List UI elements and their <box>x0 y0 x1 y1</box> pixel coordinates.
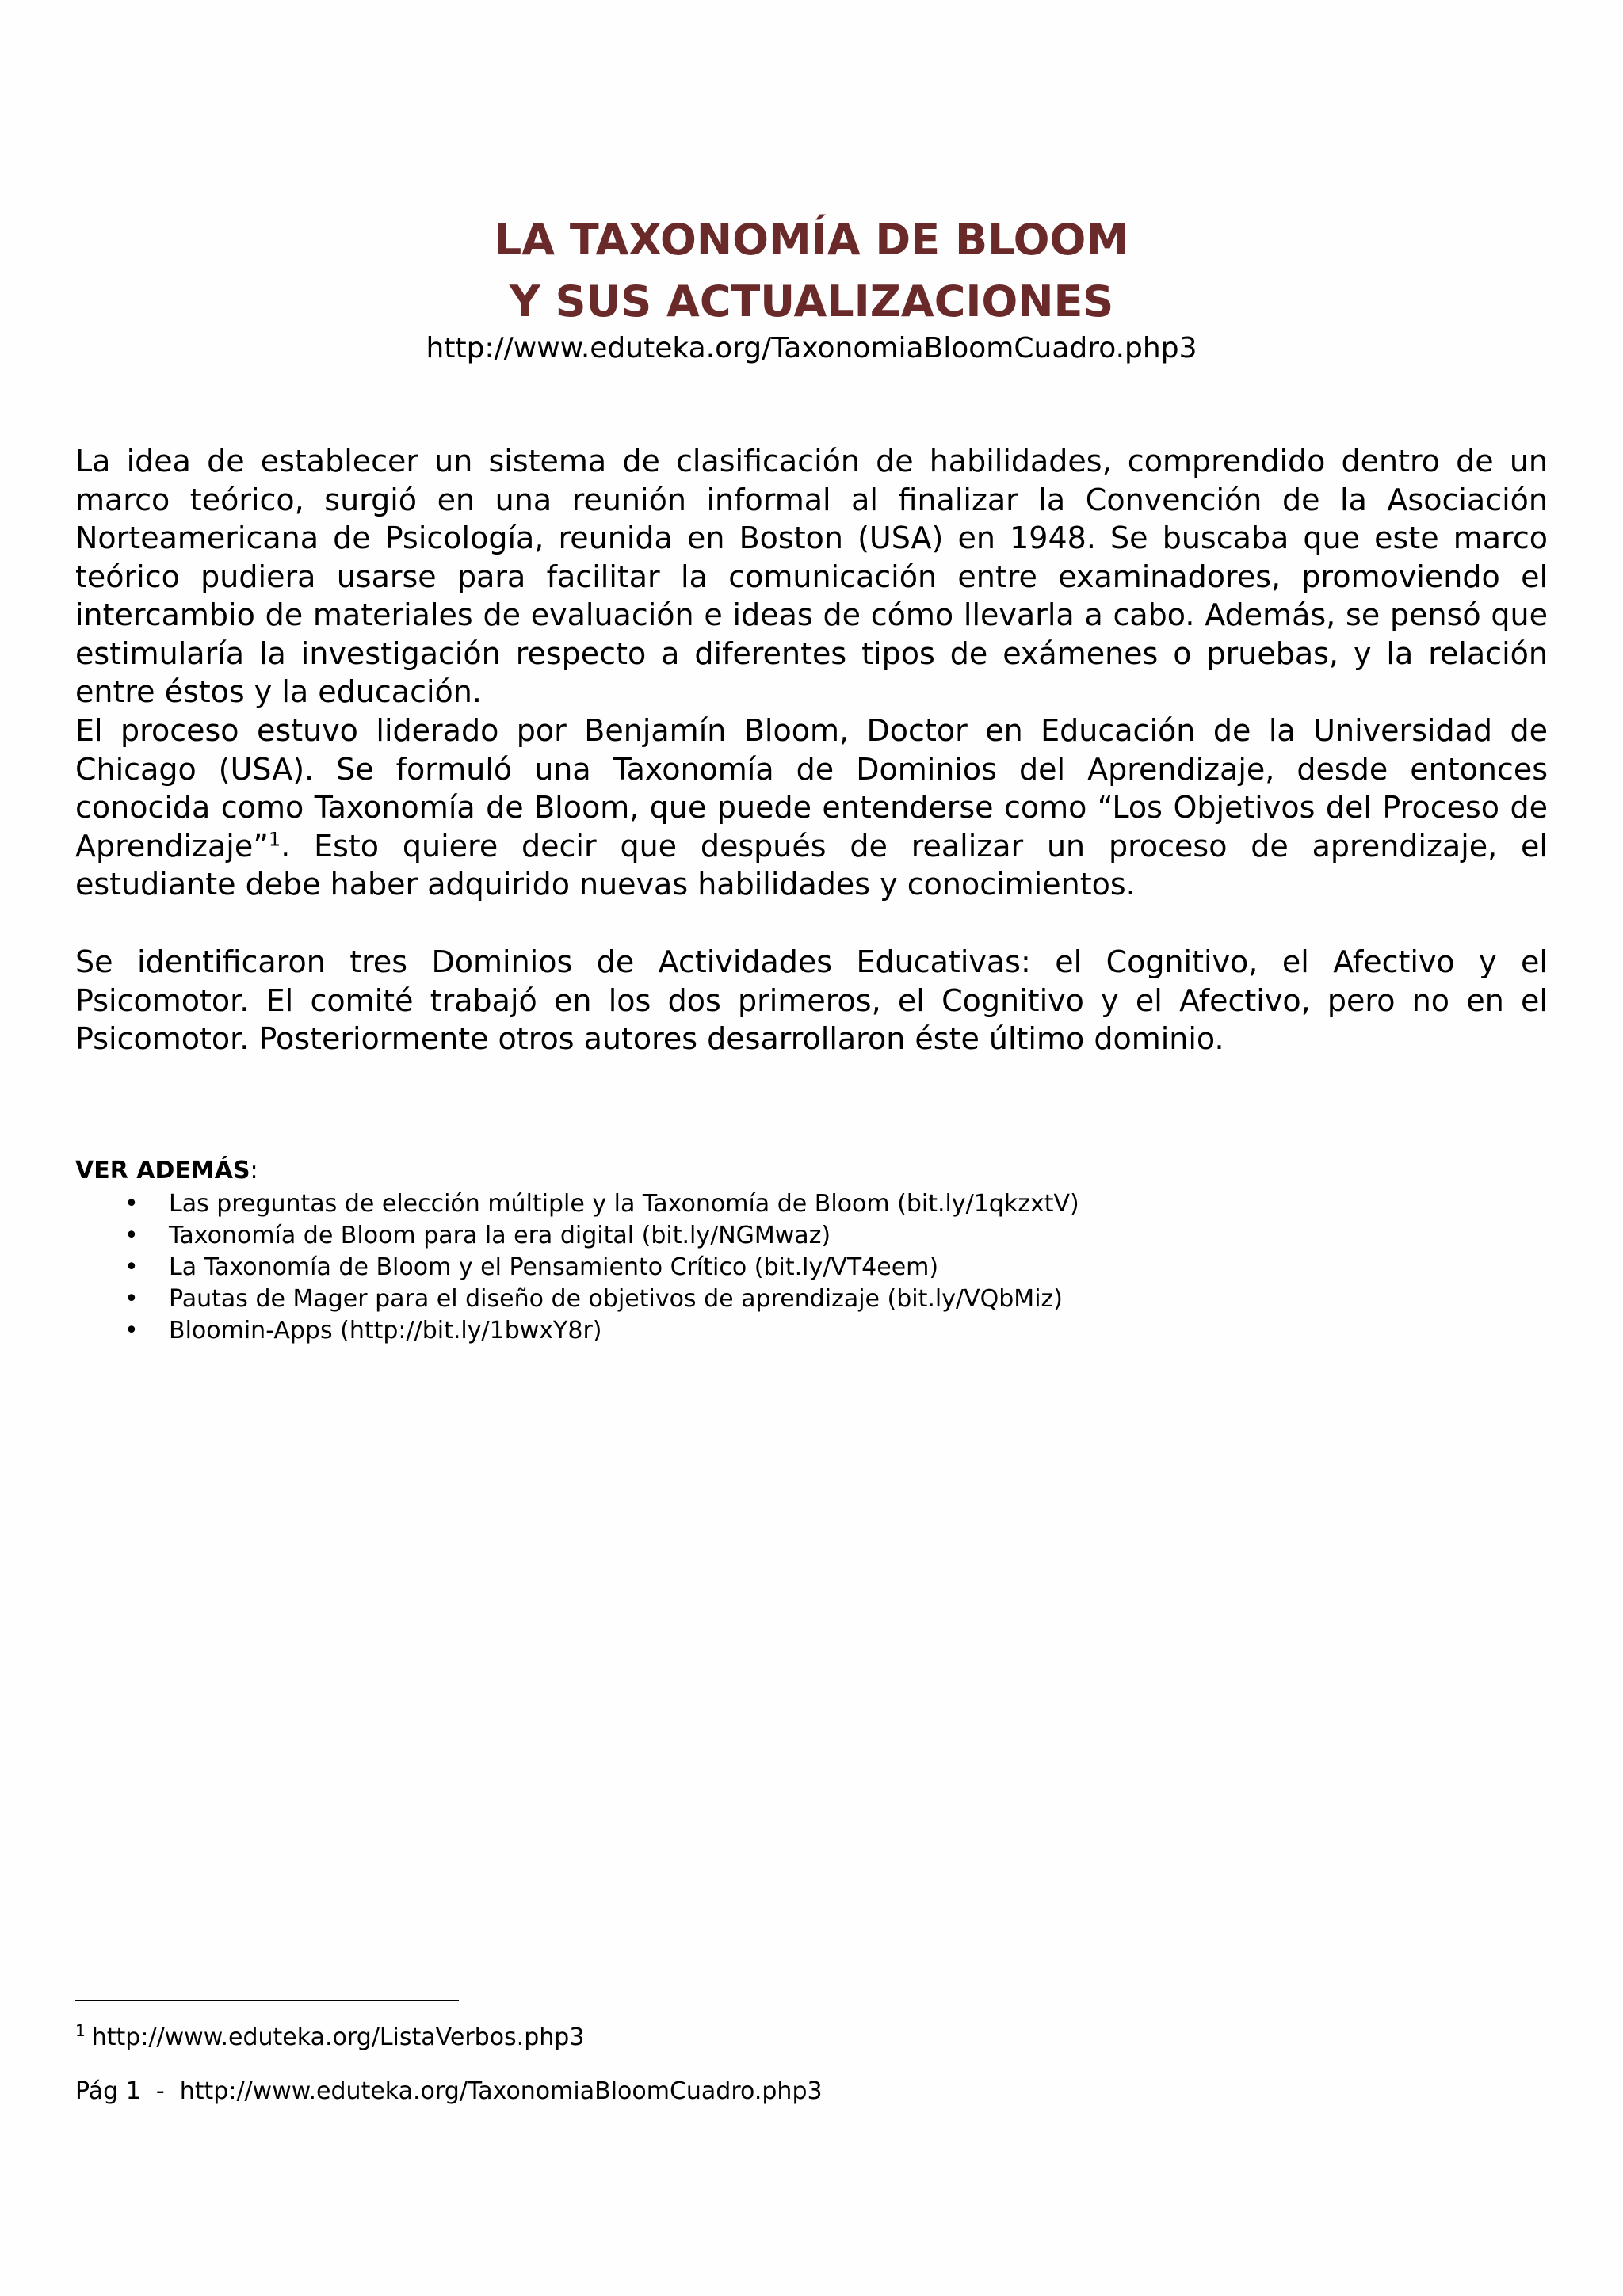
document-title-line-1: LA TAXONOMÍA DE BLOOM <box>494 215 1129 265</box>
source-url-link[interactable]: http://www.eduteka.org/TaxonomiaBloomCuadro.php3 <box>426 332 1197 364</box>
see-also-list <box>75 1188 1079 1347</box>
page-footer: Pág 1 - http://www.eduteka.org/TaxonomiaBloomCuadro.php3 <box>75 2077 823 2105</box>
bullet-icon: • <box>124 1190 139 1218</box>
bullet-icon: • <box>124 1253 139 1281</box>
paragraph-bloom <box>75 711 1548 904</box>
bullet-icon: • <box>124 1317 139 1344</box>
bullet-icon: • <box>124 1222 139 1249</box>
document-title-line-2: Y SUS ACTUALIZACIONES <box>509 277 1114 326</box>
list-item[interactable] <box>75 1252 1079 1283</box>
list-item-text[interactable]: Taxonomía de Bloom para la era digital (bit.ly/NGMwaz) <box>169 1222 831 1249</box>
paragraph-bloom-text-b: . Esto quiere decir que después de realizar un proceso de aprendizaje, el estudiante debe haber adquirido nuevas habilidades y conocimientos. <box>75 828 1548 902</box>
list-item-text[interactable]: La Taxonomía de Bloom y el Pensamiento Crítico (bit.ly/VT4eem) <box>169 1253 939 1281</box>
paragraph-origin: La idea de establecer un sistema de clasificación de habilidades, comprendido dentro de un marco teórico, surgió en una reunión informal al finalizar la Convención de la Asociación Norteamericana de Psicología, reunida en Boston (USA) en 1948. Se buscaba que este marco teórico pudiera usarse para facilitar la comunicación entre examinadores, promoviendo el intercambio de materiales de evaluación e ideas de cómo llevarla a cabo. Además, se pensó que estimularía la investigación respecto a diferentes tipos de exámenes o pruebas, y la relación entre éstos y la educación. <box>75 444 1548 709</box>
see-also-colon: : <box>250 1157 258 1184</box>
see-also-heading <box>75 1155 258 1187</box>
list-item[interactable] <box>75 1188 1079 1220</box>
list-item-text[interactable]: Pautas de Mager para el diseño de objetivos de aprendizaje (bit.ly/VQbMiz) <box>169 1285 1063 1313</box>
list-item-text[interactable]: Bloomin-Apps (http://bit.ly/1bwxY8r) <box>169 1317 602 1344</box>
see-also-label: VER ADEMÁS <box>75 1157 250 1184</box>
paragraph-domains: Se identificaron tres Dominios de Actividades Educativas: el Cognitivo, el Afectivo y el Psicomotor. El comité trabajó en los dos primeros, el Cognitivo y el Afectivo, pero no en el Psicomotor. Posteriormente otros autores desarrollaron éste último dominio. <box>75 944 1548 1056</box>
footnote <box>75 2022 584 2054</box>
footnote-reference-1[interactable]: 1 <box>268 827 281 850</box>
footnote-url-link[interactable]: http://www.eduteka.org/ListaVerbos.php3 <box>91 2023 585 2051</box>
list-item[interactable] <box>75 1315 1079 1347</box>
list-item[interactable] <box>75 1220 1079 1252</box>
list-item[interactable] <box>75 1283 1079 1315</box>
footnote-number: 1 <box>75 2021 86 2040</box>
paragraph-bloom-text-a: El proceso estuvo liderado por Benjamín Bloom, Doctor en Educación de la Universidad de Chicago (USA). Se formuló una Taxonomía de Dominios del Aprendizaje, desde entonces conocida como Taxonomía de Bloom, que puede entenderse como “Los Objetivos del Proceso de Aprendizaje” <box>75 713 1548 864</box>
footnote-divider <box>75 2000 459 2001</box>
list-item-text[interactable]: Las preguntas de elección múltiple y la Taxonomía de Bloom (bit.ly/1qkzxtV) <box>169 1190 1079 1218</box>
bullet-icon: • <box>124 1285 139 1313</box>
